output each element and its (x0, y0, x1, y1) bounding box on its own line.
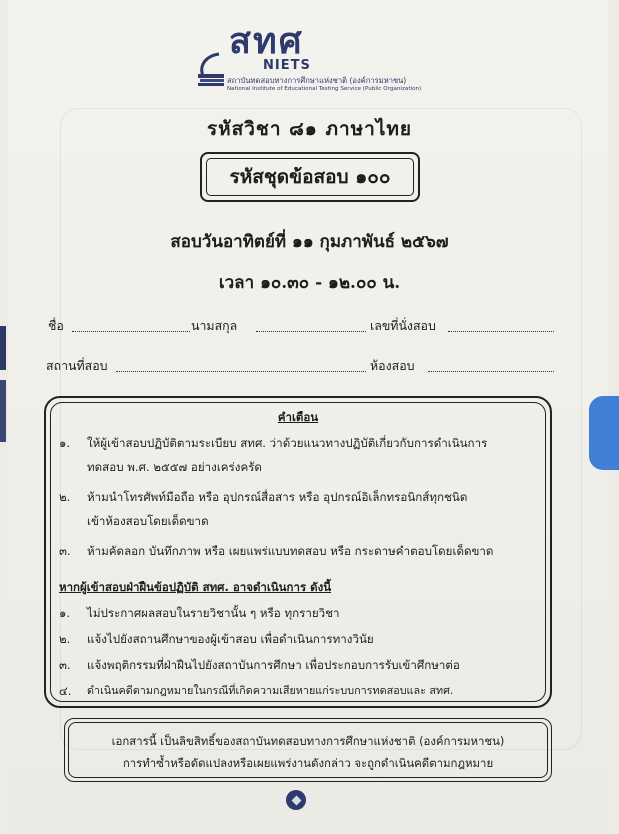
left-edge-tab (0, 326, 6, 370)
venue-field[interactable] (116, 359, 366, 372)
right-edge-tab (589, 396, 619, 470)
logo-acronym: NIETS (263, 58, 311, 73)
copyright-box (64, 718, 552, 782)
surname-label: นามสกุล (191, 318, 238, 333)
surname-field[interactable] (256, 319, 366, 332)
books-icon (197, 52, 227, 86)
venue-label: สถานที่สอบ (46, 358, 108, 373)
exam-date: สอบวันอาทิตย์ที่ ๑๑ กุมภาพันธ์ ๒๕๖๗ (170, 232, 449, 252)
name-label: ชื่อ (48, 318, 64, 333)
page-marker-icon (286, 790, 306, 810)
left-edge-tab (0, 380, 6, 442)
niets-logo (197, 22, 427, 98)
subject-code: รหัสวิชา ๘๑ ภาษาไทย (206, 118, 413, 140)
penalty-heading: หากผู้เข้าสอบฝ่าฝืนข้อปฏิบัติ สทศ. อาจดำเนินการ ดังนี้ (59, 580, 332, 594)
warning-box: คำเตือน ๑. ให้ผู้เข้าสอบปฏิบัติตามระเบียบ สทศ. ว่าด้วยแนวทางปฏิบัติเกี่ยวกับการดำเนินการ ทดสอบ พ.ศ. ๒๕๕๗ อย่างเคร่งครัด ๒. ห้ามนำโทรศัพท์มือถือ หรือ อุปกรณ์สื่อสาร หรือ อุปกรณ์อิเล็กทรอนิกส์ทุกชนิด เข้าห้องสอบโดยเด็ดขาด ๓. ห้ามคัดลอก บันทึกภาพ หรือ เผยแพร่แบบทดสอบ หรือ กระดาษคำตอบโดยเด็ดขาด หากผู้เข้าสอบฝ่าฝืนข้อปฏิบัติ สทศ. อาจดำเนินการ ดังนี้ ๑. ไม่ประกาศผลสอบในรายวิชานั้น ๆ หรือ ทุกรายวิชา ๒. แจ้งไปยังสถานศึกษาของผู้เข้าสอบ เพื่อดำเนินการทางวินัย ๓. แจ้งพฤติกรรมที่ฝ่าฝืนไปยังสถาบันการศึกษา เพื่อประกอบการรับเข้าศึกษาต่อ ๔. ดำเนินคดีตามกฎหมายในกรณีที่เกิดความเสียหายแก่ระบบการทดสอบและ สทศ. (44, 396, 552, 708)
logo-thai-name: สถาบันทดสอบทางการศึกษาแห่งชาติ (องค์การมหาชน) (227, 76, 407, 85)
exam-time: เวลา ๑๐.๓๐ - ๑๒.๐๐ น. (218, 273, 401, 293)
logo-english-name: National Institute of Educational Testing Service (Public Organization) (227, 86, 422, 92)
copyright-line: การทำซ้ำหรือดัดแปลงหรือเผยแพร่งานดังกล่าว จะถูกดำเนินคดีตามกฎหมาย (122, 756, 494, 770)
copyright-line: เอกสารนี้ เป็นลิขสิทธิ์ของสถาบันทดสอบทางการศึกษาแห่งชาติ (องค์การมหาชน) (111, 734, 505, 748)
seat-number-field[interactable] (448, 319, 554, 332)
room-field[interactable] (428, 359, 554, 372)
name-field[interactable] (72, 319, 190, 332)
exam-set-box (200, 152, 420, 202)
exam-set-code: รหัสชุดข้อสอบ ๑๐๐ (206, 158, 414, 196)
seat-number-label: เลขที่นั่งสอบ (370, 318, 436, 333)
logo-wordmark: สทศ (229, 21, 304, 62)
room-label: ห้องสอบ (370, 358, 415, 373)
warning-title: คำเตือน (277, 410, 319, 424)
